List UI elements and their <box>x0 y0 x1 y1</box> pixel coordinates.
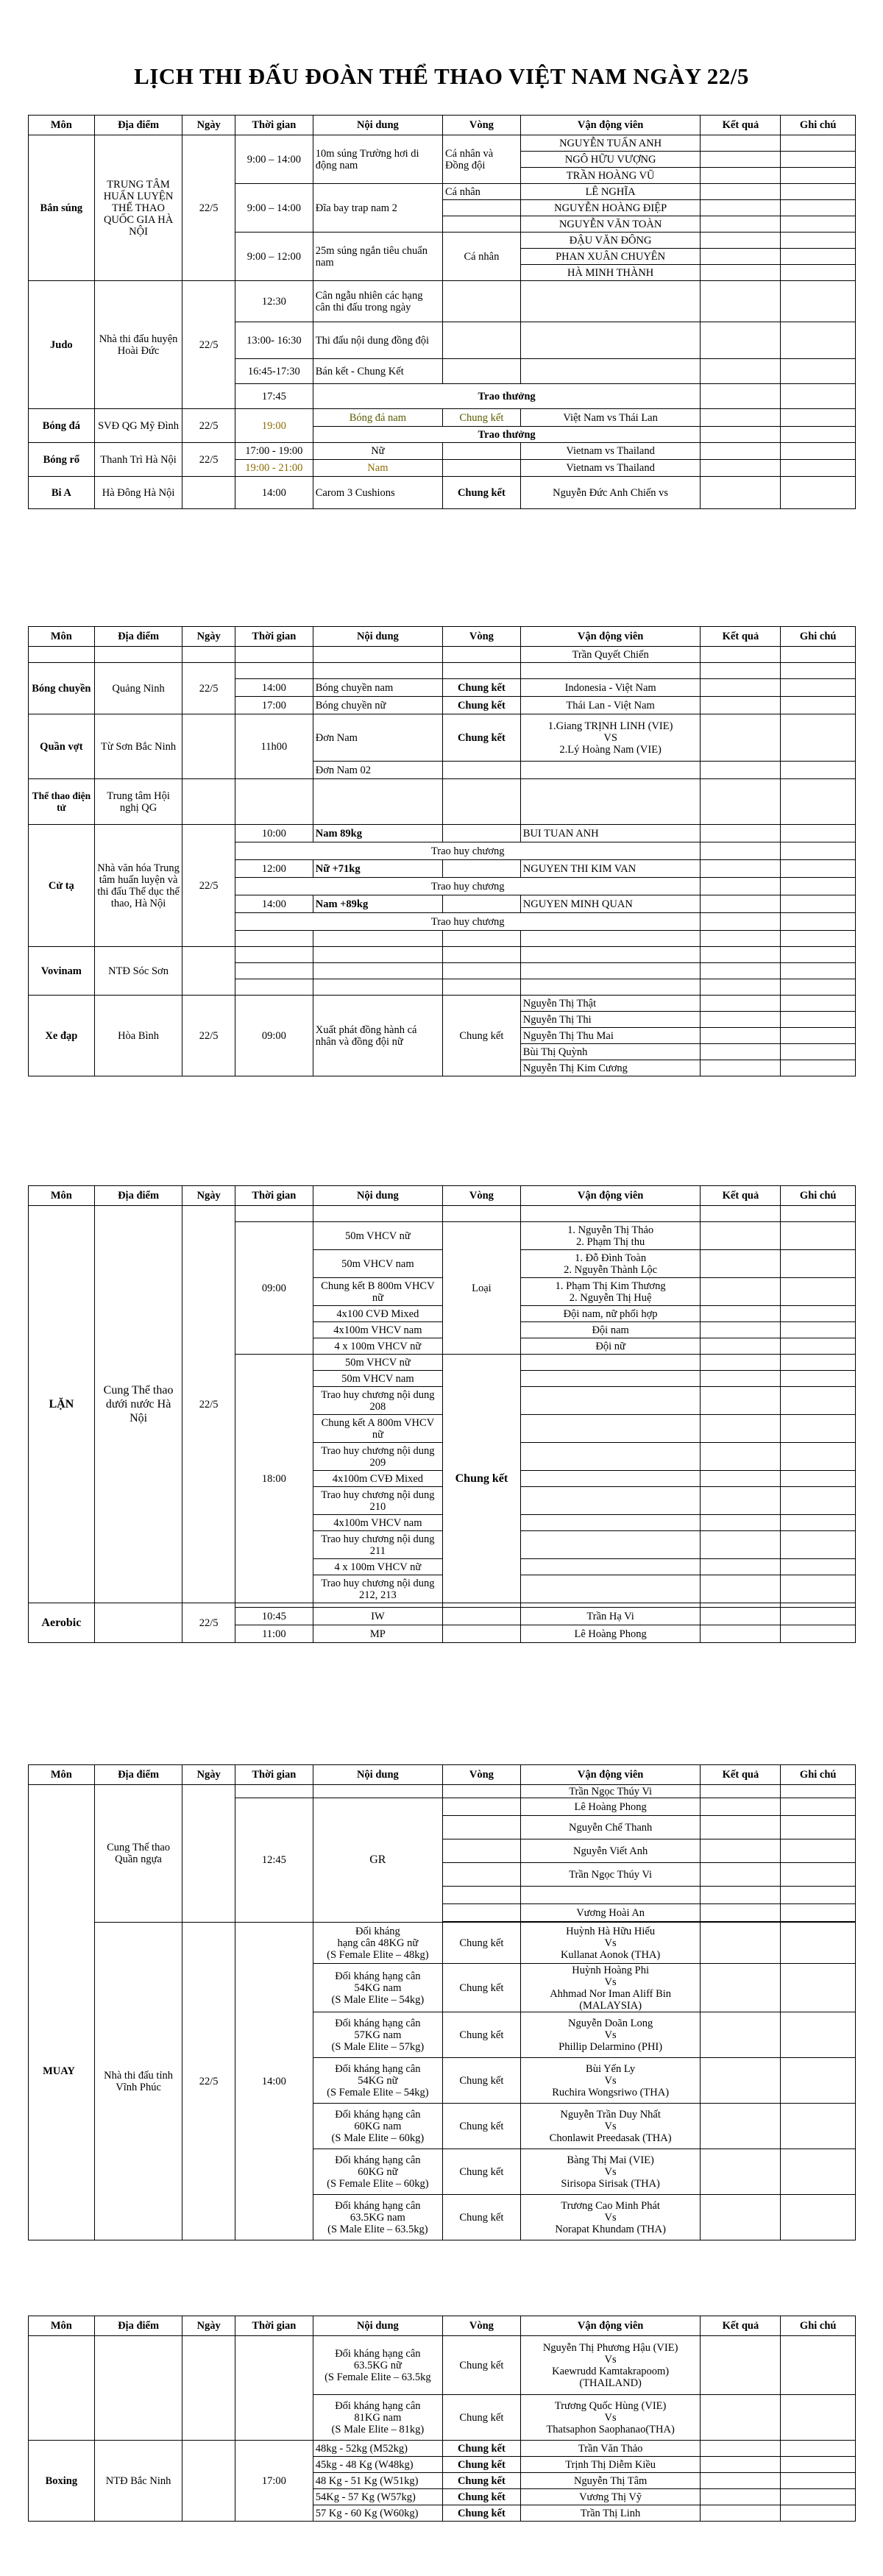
athlete-cell: Lê Hoàng Phong <box>520 1798 701 1816</box>
sport-cell: Boxing <box>29 2441 95 2522</box>
award-cell: Trao huy chương <box>235 878 700 895</box>
time-cell: 9:00 – 14:00 <box>235 135 313 184</box>
header-row <box>29 1186 856 1206</box>
table-row <box>29 1785 856 1798</box>
content-cell: GR <box>313 1798 442 1923</box>
sport-cell: Bắn súng <box>29 135 95 281</box>
athlete-cell: Trịnh Thị Diễm Kiều <box>520 2457 701 2473</box>
col-ket-qua: Kết quả <box>701 116 781 135</box>
content-cell: Trao huy chương nội dung 208 <box>313 1387 442 1415</box>
round-cell: Chung kết <box>443 2336 521 2395</box>
col-ket-qua: Kết quả <box>701 1186 781 1206</box>
schedule-table-4 <box>28 1764 856 2240</box>
col-ghi-chu: Ghi chú <box>781 2316 856 2336</box>
athlete-cell: BUI TUAN ANH <box>520 825 701 842</box>
content-cell: Đối kháng hạng cân 60KG nam (S Male Elite – 60kg) <box>313 2104 442 2149</box>
col-thoi-gian: Thời gian <box>235 1186 313 1206</box>
table-row <box>29 1923 856 1964</box>
athlete-cell: LÊ NGHĨA <box>520 184 701 200</box>
table-row <box>29 2336 856 2395</box>
col-mon: Môn <box>29 1186 95 1206</box>
time-cell: 17:00 - 19:00 <box>235 443 313 460</box>
round-cell: Cá nhân <box>443 233 521 281</box>
athlete-cell: Trần Ngọc Thúy Vi <box>520 1863 701 1887</box>
col-dia-diem: Địa điểm <box>94 1186 182 1206</box>
table-row <box>29 647 856 663</box>
time-cell: 14:00 <box>235 895 313 913</box>
athlete-cell: 1. Phạm Thị Kim Thương 2. Nguyễn Thị Huệ <box>520 1278 701 1306</box>
athlete-cell: Đội nam <box>520 1322 701 1338</box>
col-noi-dung: Nội dung <box>313 1186 442 1206</box>
round-cell: Chung kết <box>443 2489 521 2505</box>
award-cell: Trao thưởng <box>313 427 701 443</box>
col-mon: Môn <box>29 2316 95 2336</box>
table-row <box>29 281 856 322</box>
table-row <box>29 2441 856 2457</box>
date-cell: 22/5 <box>182 996 235 1076</box>
col-dia-diem: Địa điểm <box>94 2316 182 2336</box>
content-cell: 48kg - 52kg (M52kg) <box>313 2441 442 2457</box>
round-cell: Chung kết <box>443 697 521 714</box>
time-cell: 14:00 <box>235 679 313 697</box>
round-cell: Chung kết <box>443 477 521 509</box>
athlete-cell <box>520 714 701 762</box>
time-cell: 19:00 - 21:00 <box>235 460 313 477</box>
round-cell: Chung kết <box>443 2195 521 2240</box>
content-cell: Bóng chuyền nam <box>313 679 442 697</box>
content-cell: Trao huy chương nội dung 211 <box>313 1531 442 1559</box>
award-cell: Trao huy chương <box>235 913 700 931</box>
athlete-cell: Bàng Thị Mai (VIE) Vs Sirisopa Sirisak (THA) <box>520 2149 701 2195</box>
content-cell: 4x100 CVĐ Mixed <box>313 1306 442 1322</box>
sport-cell: Vovinam <box>29 947 95 996</box>
content-cell: 57 Kg - 60 Kg (W60kg) <box>313 2505 442 2522</box>
round-cell: Chung kết <box>443 2473 521 2489</box>
athlete-cell: Trần Quyết Chiến <box>520 647 701 663</box>
col-ket-qua: Kết quả <box>701 627 781 647</box>
athlete-cell: Huỳnh Hoàng Phi Vs Ahhmad Nor Iman Aliff Bin (MALAYSIA) <box>520 1964 701 2012</box>
header-row <box>29 2316 856 2336</box>
athlete-cell: PHAN XUÂN CHUYÊN <box>520 249 701 265</box>
sport-cell: Aerobic <box>29 1603 95 1643</box>
athlete-cell: NGUYỄN VĂN TOÀN <box>520 216 701 233</box>
venue-cell: Trung tâm Hội nghị QG <box>94 779 182 825</box>
page-title: LỊCH THI ĐẤU ĐOÀN THỂ THAO VIỆT NAM NGÀY 22/5 <box>134 63 749 89</box>
athlete-cell: Trần Thị Linh <box>520 2505 701 2522</box>
sport-cell: Bóng đá <box>29 409 95 443</box>
content-cell: 4 x 100m VHCV nữ <box>313 1559 442 1575</box>
content-cell: Đối kháng hạng cân 63.5KG nữ (S Female Elite – 63.5kg <box>313 2336 442 2395</box>
athlete-cell: Bùi Thị Quỳnh <box>520 1044 701 1060</box>
sport-cell: Bóng chuyền <box>29 663 95 714</box>
col-vong: Vòng <box>443 1186 521 1206</box>
col-mon: Môn <box>29 116 95 135</box>
round-cell: Chung kết <box>443 2395 521 2441</box>
athlete-cell: Nguyễn Thị Thi <box>520 1012 701 1028</box>
schedule-table-3 <box>28 1185 856 1643</box>
col-ket-qua: Kết quả <box>701 2316 781 2336</box>
col-ngay: Ngày <box>182 2316 235 2336</box>
round-cell: Cá nhân và Đồng đội <box>443 135 521 184</box>
athlete-cell: Nguyễn Thị Thu Mai <box>520 1028 701 1044</box>
award-cell: Trao huy chương <box>235 842 700 860</box>
venue-cell: NTĐ Bắc Ninh <box>94 2441 182 2522</box>
table-row <box>29 779 856 825</box>
athlete-cell: 1. Nguyễn Thị Thảo 2. Phạm Thị thu <box>520 1222 701 1250</box>
round-cell: Chung kết <box>443 2058 521 2104</box>
content-cell: Chung kết A 800m VHCV nữ <box>313 1415 442 1443</box>
content-cell: 50m VHCV nam <box>313 1250 442 1278</box>
time-cell: 12:45 <box>235 1798 313 1923</box>
date-cell: 22/5 <box>182 135 235 281</box>
table-row <box>29 135 856 152</box>
table-row <box>29 996 856 1012</box>
content-cell: Bóng chuyền nữ <box>313 697 442 714</box>
content-cell: Đối kháng hạng cân 60KG nữ (S Female Elite – 60kg) <box>313 2149 442 2195</box>
athlete-line: 1.Giang TRỊNH LINH (VIE) <box>547 720 673 732</box>
content-cell: 4x100m CVĐ Mixed <box>313 1471 442 1487</box>
athlete-line: VS <box>603 731 617 744</box>
content-cell: 48 Kg - 51 Kg (W51kg) <box>313 2473 442 2489</box>
col-vong: Vòng <box>443 116 521 135</box>
athlete-cell: NGUYỄN TUẤN ANH <box>520 135 701 152</box>
venue-cell: Quảng Ninh <box>94 663 182 714</box>
col-ghi-chu: Ghi chú <box>781 1765 856 1785</box>
time-cell: 17:00 <box>235 2441 313 2522</box>
athlete-cell: Đội nam, nữ phối hợp <box>520 1306 701 1322</box>
venue-cell: Nhà văn hóa Trung tâm huấn luyện và thi đấu Thể dục thể thao, Hà Nội <box>94 825 182 947</box>
content-cell: Cân ngẫu nhiên các hạng cân thi đấu trong ngày <box>313 281 442 322</box>
col-ghi-chu: Ghi chú <box>781 1186 856 1206</box>
table-row <box>29 714 856 762</box>
athlete-cell: Thái Lan - Việt Nam <box>520 697 701 714</box>
athlete-cell: Lê Hoàng Phong <box>520 1625 701 1643</box>
content-cell: 4x100m VHCV nam <box>313 1322 442 1338</box>
venue-cell: SVĐ QG Mỹ Đình <box>94 409 182 443</box>
content-cell: 25m súng ngắn tiêu chuẩn nam <box>313 233 442 281</box>
round-cell: Chung kết <box>443 2104 521 2149</box>
table-row <box>29 409 856 427</box>
content-cell: Đối kháng hạng cân 48KG nữ (S Female Elite – 48kg) <box>313 1923 442 1964</box>
time-cell: 11h00 <box>235 714 313 779</box>
col-ghi-chu: Ghi chú <box>781 627 856 647</box>
content-cell: 10m súng Trường hơi di động nam <box>313 135 442 184</box>
athlete-cell: Huỳnh Hà Hữu Hiếu Vs Kullanat Aonok (THA) <box>520 1923 701 1964</box>
time-cell: 09:00 <box>235 996 313 1076</box>
venue-cell: NTĐ Sóc Sơn <box>94 947 182 996</box>
athlete-cell: Nguyễn Doãn Long Vs Phillip Delarmino (PHI) <box>520 2012 701 2058</box>
table-row <box>29 663 856 679</box>
venue-cell: Hà Đông Hà Nội <box>94 477 182 509</box>
venue-cell: Cung Thể thao dưới nước Hà Nội <box>94 1206 182 1603</box>
content-cell: Đối kháng hạng cân 57KG nam (S Male Elite – 57kg) <box>313 2012 442 2058</box>
round-cell: Chung kết <box>443 2505 521 2522</box>
col-van-dong-vien: Vận động viên <box>520 1186 701 1206</box>
content-cell: Trao huy chương nội dung 209 <box>313 1443 442 1471</box>
round-cell: Chung kết <box>443 2457 521 2473</box>
sport-cell: LẶN <box>29 1206 95 1603</box>
venue-cell: Nhà thi đấu huyện Hoài Đức <box>94 281 182 409</box>
round-cell: Chung kết <box>443 2149 521 2195</box>
header-row <box>29 627 856 647</box>
schedule-table-2 <box>28 626 856 1076</box>
athlete-cell: Nguyễn Viết Anh <box>520 1839 701 1863</box>
content-cell: 50m VHCV nam <box>313 1371 442 1387</box>
sport-cell: Judo <box>29 281 95 409</box>
content-cell: 45kg - 48 Kg (W48kg) <box>313 2457 442 2473</box>
athlete-cell: Nguyễn Thị Phương Hậu (VIE) Vs Kaewrudd Kamtakrapoom) (THAILAND) <box>520 2336 701 2395</box>
athlete-cell: 1. Đỗ Đình Toàn 2. Nguyễn Thành Lộc <box>520 1250 701 1278</box>
schedule-table-5 <box>28 2316 856 2522</box>
content-cell: Xuất phát đồng hành cá nhân và đồng đội nữ <box>313 996 442 1076</box>
content-cell: Trao huy chương nội dung 212, 213 <box>313 1575 442 1603</box>
content-cell: Đối kháng hạng cân 81KG nam (S Male Elite – 81kg) <box>313 2395 442 2441</box>
sport-cell: Xe đạp <box>29 996 95 1076</box>
col-ket-qua: Kết quả <box>701 1765 781 1785</box>
content-cell: Nữ <box>313 443 442 460</box>
content-cell: Đơn Nam <box>313 714 442 762</box>
athlete-cell: Nguyễn Thị Tâm <box>520 2473 701 2489</box>
time-cell: 9:00 – 12:00 <box>235 233 313 281</box>
athlete-cell: Indonesia - Việt Nam <box>520 679 701 697</box>
athlete-cell: Trương Quốc Hùng (VIE) Vs Thatsaphon Saophanao(THA) <box>520 2395 701 2441</box>
col-vong: Vòng <box>443 627 521 647</box>
col-van-dong-vien: Vận động viên <box>520 116 701 135</box>
date-cell: 22/5 <box>182 281 235 409</box>
venue-cell: Hòa Bình <box>94 996 182 1076</box>
col-vong: Vòng <box>443 1765 521 1785</box>
col-thoi-gian: Thời gian <box>235 2316 313 2336</box>
col-noi-dung: Nội dung <box>313 116 442 135</box>
content-cell: Đối kháng hạng cân 54KG nam (S Male Elite – 54kg) <box>313 1964 442 2012</box>
col-ghi-chu: Ghi chú <box>781 116 856 135</box>
result-cell <box>701 135 781 152</box>
col-van-dong-vien: Vận động viên <box>520 2316 701 2336</box>
time-cell: 10:00 <box>235 825 313 842</box>
sport-label-muay: MUAY <box>43 2065 75 2077</box>
time-cell: 13:00- 16:30 <box>235 322 313 359</box>
athlete-cell: Bùi Yến Ly Vs Ruchira Wongsriwo (THA) <box>520 2058 701 2104</box>
content-cell: Bán kết - Chung Kết <box>313 359 442 384</box>
col-thoi-gian: Thời gian <box>235 116 313 135</box>
schedule-table-1 <box>28 115 856 509</box>
athlete-cell: Trần Hạ Vi <box>520 1608 701 1625</box>
sport-cell: Bóng rổ <box>29 443 95 477</box>
athlete-cell: NGUYEN MINH QUAN <box>520 895 701 913</box>
sport-cell: Cử tạ <box>29 825 95 947</box>
content-cell: Đơn Nam 02 <box>313 762 442 779</box>
content-cell: 54Kg - 57 Kg (W57kg) <box>313 2489 442 2505</box>
col-ngay: Ngày <box>182 1765 235 1785</box>
athlete-cell: Đội nữ <box>520 1338 701 1355</box>
time-cell: 19:00 <box>235 409 313 443</box>
content-cell: Trao huy chương nội dung 210 <box>313 1487 442 1515</box>
date-cell: 22/5 <box>182 825 235 947</box>
content-cell: IW <box>313 1608 442 1625</box>
col-thoi-gian: Thời gian <box>235 1765 313 1785</box>
athlete-cell: Vietnam vs Thailand <box>520 443 701 460</box>
athlete-cell: Vương Hoài An <box>520 1904 701 1922</box>
venue-cell: Từ Sơn Bắc Ninh <box>94 714 182 779</box>
content-cell: 4 x 100m VHCV nữ <box>313 1338 442 1355</box>
round-cell: Chung kết <box>443 1923 521 1964</box>
athlete-cell: Nguyễn Thị Kim Cương <box>520 1060 701 1076</box>
table-row <box>29 825 856 842</box>
time-cell: 14:00 <box>235 1923 313 2240</box>
content-cell: Nam <box>313 460 442 477</box>
content-cell: Nam 89kg <box>313 825 442 842</box>
content-cell: MP <box>313 1625 442 1643</box>
athlete-cell: NGÔ HỮU VƯỢNG <box>520 152 701 168</box>
col-mon: Môn <box>29 627 95 647</box>
content-cell: Đối kháng hạng cân 54KG nữ (S Female Elite – 54kg) <box>313 2058 442 2104</box>
venue-cell: Cung Thể thao Quần ngựa <box>94 1785 182 1923</box>
table-row <box>29 1206 856 1222</box>
col-noi-dung: Nội dung <box>313 2316 442 2336</box>
sport-cell: Quần vợt <box>29 714 95 779</box>
round-cell: Loại <box>443 1222 521 1355</box>
athlete-cell: Việt Nam vs Thái Lan <box>520 409 701 427</box>
col-vong: Vòng <box>443 2316 521 2336</box>
col-ngay: Ngày <box>182 627 235 647</box>
content-cell: Nam +89kg <box>313 895 442 913</box>
col-mon: Môn <box>29 1765 95 1785</box>
col-dia-diem: Địa điểm <box>94 627 182 647</box>
round-cell: Chung kết <box>443 714 521 762</box>
col-dia-diem: Địa điểm <box>94 1765 182 1785</box>
round-cell: Chung kết <box>443 2441 521 2457</box>
athlete-cell: HÀ MINH THÀNH <box>520 265 701 281</box>
athlete-cell: Trương Cao Minh Phát Vs Norapat Khundam (THA) <box>520 2195 701 2240</box>
date-cell: 22/5 <box>182 1603 235 1643</box>
content-cell: Chung kết B 800m VHCV nữ <box>313 1278 442 1306</box>
athlete-cell: Nguyễn Chế Thanh <box>520 1816 701 1839</box>
time-cell: 10:45 <box>235 1608 313 1625</box>
content-cell: 4x100m VHCV nam <box>313 1515 442 1531</box>
athlete-cell: Vương Thị Vỹ <box>520 2489 701 2505</box>
time-cell: 12:30 <box>235 281 313 322</box>
athlete-line: 2.Lý Hoàng Nam (VIE) <box>559 743 662 756</box>
round-cell: Chung kết <box>443 409 521 427</box>
sport-cell: Thể thao điện tử <box>29 779 95 825</box>
content-cell: Đối kháng hạng cân 63.5KG nam (S Male Elite – 63.5kg) <box>313 2195 442 2240</box>
content-cell: Nữ +71kg <box>313 860 442 878</box>
date-cell: 22/5 <box>182 443 235 477</box>
time-cell: 9:00 – 14:00 <box>235 184 313 233</box>
time-cell: 17:00 <box>235 697 313 714</box>
col-ngay: Ngày <box>182 116 235 135</box>
time-cell: 14:00 <box>235 477 313 509</box>
col-van-dong-vien: Vận động viên <box>520 1765 701 1785</box>
note-cell <box>781 135 856 152</box>
col-thoi-gian: Thời gian <box>235 627 313 647</box>
content-cell: 50m VHCV nữ <box>313 1355 442 1371</box>
athlete-cell: Vietnam vs Thailand <box>520 460 701 477</box>
venue-cell: Nhà thi đấu tỉnh Vĩnh Phúc <box>94 1923 182 2240</box>
round-cell: Chung kết <box>443 679 521 697</box>
award-cell: Trao thưởng <box>313 384 701 409</box>
time-cell: 16:45-17:30 <box>235 359 313 384</box>
table-row <box>29 477 856 509</box>
time-cell: 09:00 <box>235 1222 313 1355</box>
round-cell: Chung kết <box>443 1964 521 2012</box>
athlete-cell: Nguyễn Đức Anh Chiến vs <box>520 477 701 509</box>
round-cell: Cá nhân <box>443 184 521 200</box>
col-noi-dung: Nội dung <box>313 1765 442 1785</box>
date-cell: 22/5 <box>182 409 235 443</box>
content-cell: Carom 3 Cushions <box>313 477 442 509</box>
athlete-cell: TRẦN HOÀNG VŨ <box>520 168 701 184</box>
athlete-cell: NGUYEN THI KIM VAN <box>520 860 701 878</box>
round-cell: Chung kết <box>443 996 521 1076</box>
athlete-cell: ĐẬU VĂN ĐÔNG <box>520 233 701 249</box>
athlete-cell: Nguyễn Thị Thật <box>520 996 701 1012</box>
header-row <box>29 116 856 135</box>
athlete-cell: Trần Văn Thảo <box>520 2441 701 2457</box>
time-cell: 11:00 <box>235 1625 313 1643</box>
col-van-dong-vien: Vận động viên <box>520 627 701 647</box>
content-cell: Thi đấu nội dung đồng đội <box>313 322 442 359</box>
athlete-cell: Trần Ngọc Thúy Vi <box>520 1785 701 1798</box>
header-row <box>29 1765 856 1785</box>
table-row <box>29 947 856 963</box>
table-row <box>29 443 856 460</box>
time-cell: 17:45 <box>235 384 313 409</box>
date-cell: 22/5 <box>182 663 235 714</box>
athlete-cell: NGUYỄN HOÀNG ĐIỆP <box>520 200 701 216</box>
content-cell: Đĩa bay trap nam 2 <box>313 184 442 233</box>
date-cell: 22/5 <box>182 1923 235 2240</box>
col-ngay: Ngày <box>182 1186 235 1206</box>
time-cell: 12:00 <box>235 860 313 878</box>
venue-cell: TRUNG TÂM HUẤN LUYỆN THỂ THAO QUỐC GIA HÀ NỘI <box>94 135 182 281</box>
date-cell: 22/5 <box>182 1206 235 1603</box>
sport-cell: Bi A <box>29 477 95 509</box>
col-noi-dung: Nội dung <box>313 627 442 647</box>
athlete-cell: Nguyễn Trần Duy Nhất Vs Chonlawit Preedasak (THA) <box>520 2104 701 2149</box>
round-cell: Chung kết <box>443 2012 521 2058</box>
round-cell: Chung kết <box>443 1355 521 1603</box>
content-cell: Bóng đá nam <box>313 409 442 427</box>
content-cell: 50m VHCV nữ <box>313 1222 442 1250</box>
col-dia-diem: Địa điểm <box>94 116 182 135</box>
time-cell: 18:00 <box>235 1355 313 1603</box>
venue-cell: Thanh Trì Hà Nội <box>94 443 182 477</box>
